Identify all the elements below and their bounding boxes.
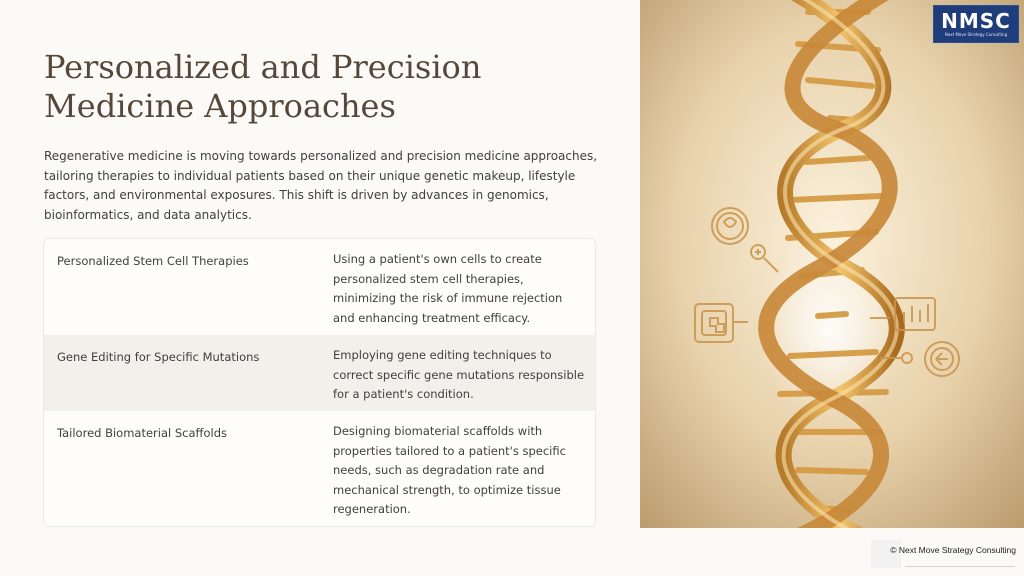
footer-divider — [905, 566, 1015, 567]
row-description: Designing biomaterial scaffolds with properties tailored to a patient's specific needs, such as degradation rate and mechanical strength, to optimize tissue regeneration. — [333, 424, 566, 517]
table-row — [44, 239, 595, 335]
approaches-table — [43, 238, 596, 527]
row-label: Personalized Stem Cell Therapies — [57, 254, 249, 268]
row-label: Gene Editing for Specific Mutations — [57, 350, 260, 364]
row-description: Using a patient's own cells to create personalized stem cell therapies, minimizing the risk of immune rejection and enhancing treatment efficacy. — [333, 252, 563, 325]
logo-subtext: Next Move Strategy Consulting — [944, 31, 1008, 37]
dna-helix-image — [640, 0, 1024, 528]
intro-paragraph: Regenerative medicine is moving towards personalized and precision medicine approaches, tailoring therapies to individual patients based on their unique genetic makeup, lifestyle factors, and environmental exposures. This shift is driven by advances in genomics, bioinformatics, and data analytics. — [44, 149, 598, 222]
row-label: Tailored Biomaterial Scaffolds — [57, 426, 227, 440]
logo-text: NMSC — [941, 8, 1011, 33]
table-row — [44, 335, 595, 411]
nmsc-logo — [933, 5, 1019, 43]
row-description: Employing gene editing techniques to correct specific gene mutations responsible for a patient's condition. — [333, 348, 585, 402]
copyright-notice: © Next Move Strategy Consulting — [890, 545, 1016, 555]
page-title: Personalized and Precision Medicine Approaches — [44, 48, 482, 125]
table-row — [44, 411, 595, 526]
